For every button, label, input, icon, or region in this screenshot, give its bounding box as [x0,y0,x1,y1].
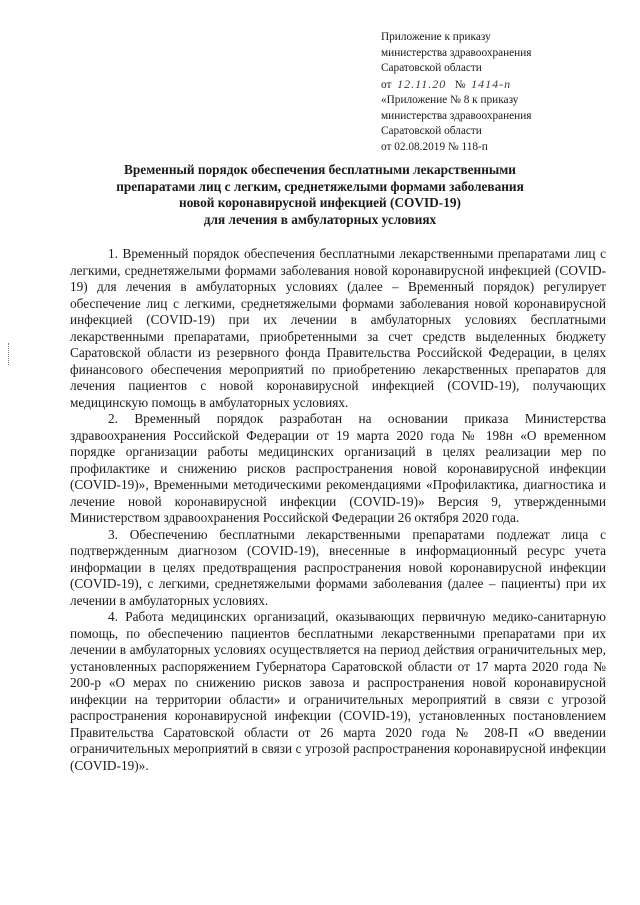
header-line: «Приложение № 8 к приказу [381,94,519,106]
header-line: Саратовской области [381,125,482,137]
title-line: препаратами лиц с легким, среднетяжелыми формами заболевания [116,178,524,194]
header-line: министерства здравоохранения [381,46,532,59]
appendix-header [381,30,626,155]
title-line: для лечения в амбулаторных условиях [203,211,437,227]
handwritten-number: 1414-п [471,76,512,91]
title-line: Временный порядок обеспечения бесплатными лекарственными [124,162,516,177]
order-date-line [381,77,626,94]
date-prefix: от [381,78,392,91]
paragraph-2: 2. Временный порядок разработан на основании приказа Министерства здравоохранения Российской Федерации от 19 марта 2020 года № 198н «О временном порядке организации работы медицинских организаций в целях реализации мер по профилактике и снижению рисков распространения новой коронавирусной инфекции (COVID-19)», Временными методическими рекомендациями «Профилактика, диагностика и лечение новой коронавирусной инфекции (COVID-19)» Версия 9, утвержденными Министерством здравоохранения Российской Федерации 26 октября 2020 года. [70,411,606,525]
handwritten-date: 12.11.20 [397,76,447,91]
header-line: министерства здравоохранения [381,109,532,122]
number-prefix: № [454,78,466,91]
paragraph-4: 4. Работа медицинских организаций, оказывающих первичную медико-санитарную помощь, по обеспечению пациентов бесплатными лекарственными препаратами при их лечении в амбулаторных условиях осуществляется на период действия ограничительных мер, установленных распоряжением Губернатора Саратовской области от 17 марта 2020 года № 200-р «О мерах по снижению рисков завоза и распространения новой коронавирусной инфекции на территории области» и ограничительных мероприятий в связи с угрозой распространения коронавирусной инфекции (COVID-19), установленных постановлением Правительства Саратовской области от 26 марта 2020 года № 208-П «О введении ограничительных мероприятий в связи с угрозой распространения коронавирусной инфекции (COVID-19)». [70,609,606,773]
header-line: Приложение к приказу [381,31,491,43]
header-line: Саратовской области [381,62,482,74]
document-body [70,246,606,774]
scan-margin-mark [8,343,11,365]
header-line: от 02.08.2019 № 118-п [381,140,488,153]
paragraph-3: 3. Обеспечению бесплатными лекарственными препаратами подлежат лица с подтвержденным диагнозом (COVID-19), внесенные в информационный ресурс учета информации в целях предотвращения распространения новой коронавирусной инфекции (COVID-19), с легкими, среднетяжелыми формами заболевания (далее – пациенты) при их лечении в амбулаторных условиях. [70,526,606,608]
title-line: новой коронавирусной инфекцией (COVID-19) [179,195,461,210]
paragraph-1: 1. Временный порядок обеспечения бесплатными лекарственными препаратами лиц с легкими, среднетяжелыми формами заболевания новой коронавирусной инфекцией (COVID-19) для лечения в амбулаторных условиях (далее – Временный порядок) регулирует обеспечение лиц с легкими, среднетяжелыми формами заболевания новой коронавирусной инфекцией (COVID-19) при их лечении в амбулаторных условиях бесплатными лекарственными препаратами, приобретенными за счет средств выделенных бюджету Саратовской области из резервного фонда Правительства Российской Федерации, в целях финансового обеспечения мероприятий по приобретению лекарственных препаратов для лечения пациентов с новой коронавирусной инфекцией (COVID-19), получающих медицинскую помощь в амбулаторных условиях. [70,246,606,410]
document-title [70,162,570,228]
